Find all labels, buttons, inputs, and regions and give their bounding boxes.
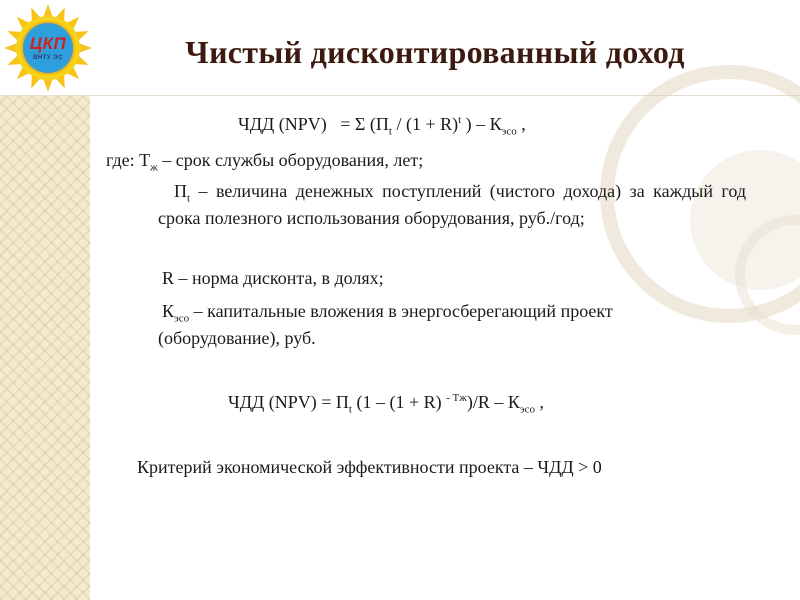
definition-capital-investment: $К_{эсо}$ – капитальные вложения в энергосберегающий проект (оборудование), руб. — [158, 301, 613, 348]
definition-service-life: где: $Т_ж$ – срок службы оборудования, лет; — [106, 150, 424, 174]
npv-formula-annuity: ЧДД $(NPV) = П_t$ (1 – (1 + R) $^{- Тж})/R - К_{эсо}$ , — [228, 392, 544, 416]
npv-formula-sum: ЧДД (NPV) = Σ ($П_t / (1 + R)^t$ ) – $К_{эсо}$ , — [238, 114, 526, 138]
logo-subtext: ВНТУ ЭС — [33, 55, 63, 61]
efficiency-criterion: Критерий экономической эффективности проекта – ЧДД > 0 — [137, 457, 602, 477]
page-title: Чистый дисконтированный доход — [185, 34, 685, 70]
definition-discount-rate: R – норма дисконта, в долях; — [162, 268, 384, 288]
definition-cash-flow: $П_t$ – величина денежных поступлений (чистого дохода) за каждый год срока полезного использования оборудования, руб./год; — [158, 181, 746, 228]
logo-text: ЦКП — [29, 34, 67, 53]
